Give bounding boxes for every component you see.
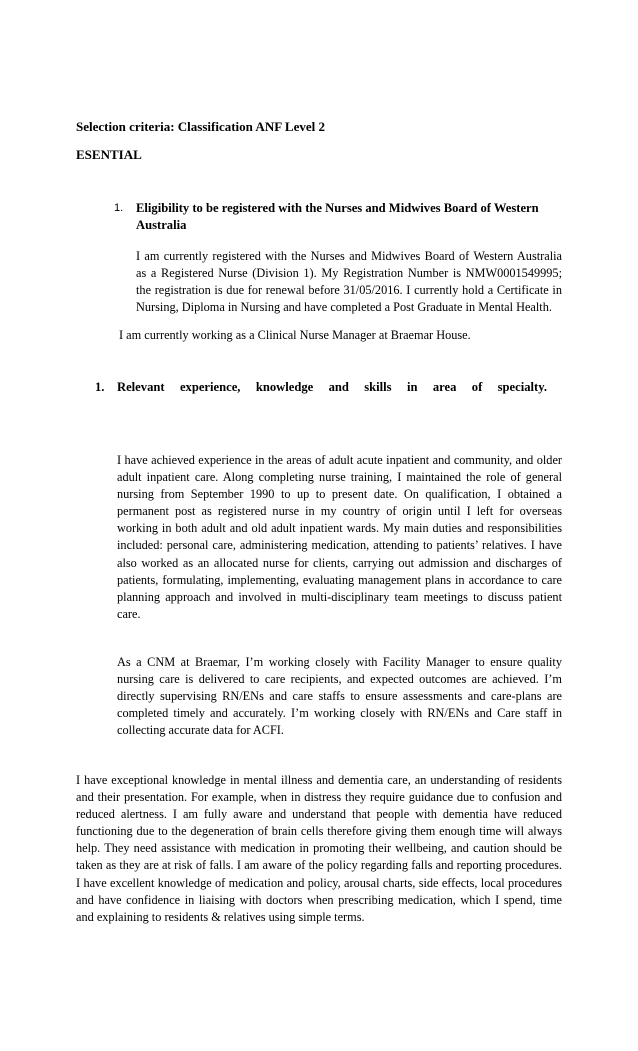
criterion-two-word: in (406, 380, 418, 394)
criterion-one-number: 1. (114, 202, 124, 214)
criterion-one-body-line: the registration is due for renewal before 31/05/2016. I currently hold a Certificate in (136, 283, 562, 298)
cnm-role-paragraph: As a CNM at Braemar, I’m working closely with Facility Manager to ensure quality nursing care is delivered to care recipients, and expected outcomes are achieved. I’m directly supervising RN/ENs and care staffs to ensure assessments and care-plans are completed timely and accurately. I’m working closely with RN/ENs and Care staff in collecting accurate data for ACFI. (117, 655, 562, 738)
criterion-one-body (136, 248, 562, 316)
criterion-two-word: of (471, 380, 483, 394)
criterion-two-number: 1. (95, 380, 105, 394)
criterion-one-body-line: Nursing, Diploma in Nursing and have completed a Post Graduate in Mental Health. (136, 300, 552, 315)
experience-paragraph: I have achieved experience in the areas of adult acute inpatient and community, and older adult inpatient care. Along completing nurse training, I maintained the role of general nursing from September 1990 to up to present date. On qualification, I obtained a permanent post as registered nurse in my country of origin until I left for overseas working in both adult and old adult inpatient wards. My main duties and responsibilities included: personal care, administering medication, attending to patients’ relatives. I have also worked as an allocated nurse for clients, carrying out admission and discharges of patients, formulating, implementing, evaluating management plans in accordance to care planning approach and involved in multi-disciplinary team meetings to discuss patient care. (117, 453, 562, 621)
page-title: Selection criteria: Classification ANF Level 2 (76, 119, 325, 134)
criterion-two-title (117, 380, 547, 395)
criterion-two-word: Relevant (117, 380, 165, 394)
criterion-one-title-line1: Eligibility to be registered with the Nurses and Midwives Board of Western (136, 201, 539, 215)
knowledge-paragraph: I have exceptional knowledge in mental illness and dementia care, an understanding of residents and their presentation. For example, when in distress they require guidance due to confusion and reduced alertness. I am fully aware and understand that people with dementia have reduced functioning due to the degeneration of brain cells therefore giving them enough time will always help. They need assistance with medication in promoting their wellbeing, and caution should be taken as they are at risk of falls. I am aware of the policy regarding falls and reporting procedures. I have excellent knowledge of medication and policy, arousal charts, side effects, local procedures and have confidence in liaising with doctors when prescribing medication, which I spend, time and explaining to residents & relatives using simple terms. (76, 773, 562, 924)
criterion-one-title-line2: Australia (136, 218, 187, 232)
current-role-statement: I am currently working as a Clinical Nurse Manager at Braemar House. (119, 328, 471, 342)
criterion-two-word: knowledge (255, 380, 314, 394)
criterion-two-word: skills (364, 380, 392, 394)
criterion-two-word: area (432, 380, 457, 394)
page-subtitle: ESENTIAL (76, 147, 142, 162)
criterion-one-body-line: I am currently registered with the Nurses and Midwives Board of Western Australia (136, 249, 562, 263)
criterion-two-word: specialty. (497, 380, 547, 394)
criterion-one-body-line: as a Registered Nurse (Division 1). My Registration Number is NMW0001549995; (136, 266, 562, 281)
criterion-two-word: and (328, 380, 349, 394)
criterion-two-word: experience, (179, 380, 241, 394)
